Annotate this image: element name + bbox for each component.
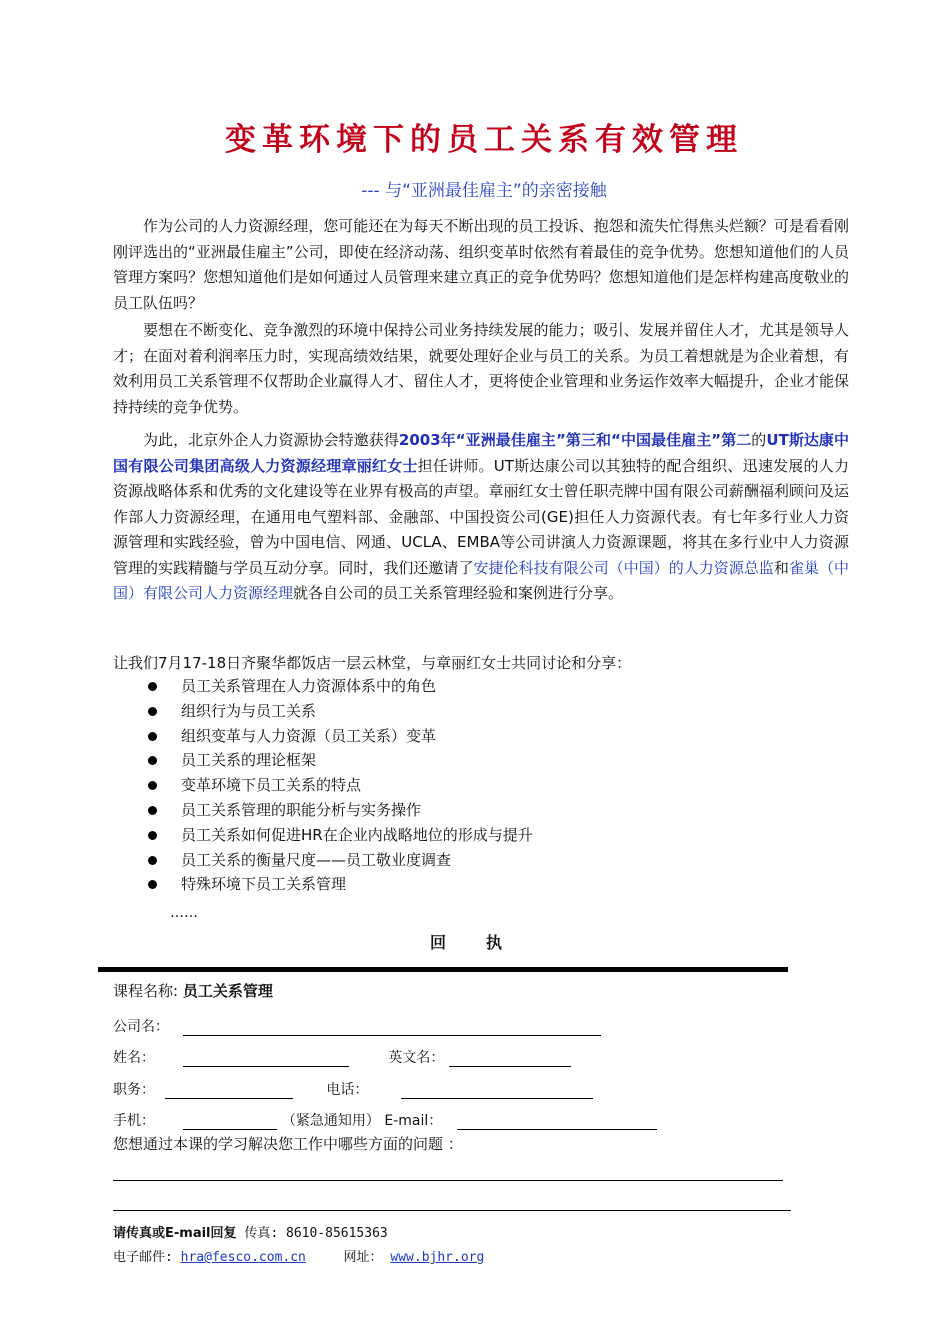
bullet-icon: [148, 806, 157, 815]
company-label: 公司名：: [113, 1019, 169, 1035]
answer-line-1[interactable]: [113, 1180, 783, 1181]
list-item: 员工关系管理的职能分析与实务操作: [148, 798, 533, 823]
bullet-icon: [148, 856, 157, 865]
company-field[interactable]: [183, 1020, 601, 1036]
bullet-icon: [148, 707, 157, 716]
english-name-label: 英文名：: [388, 1050, 445, 1066]
list-ellipsis: ……: [170, 905, 198, 921]
list-item: 员工关系管理在人力资源体系中的角色: [148, 674, 533, 699]
speaker-text-3: 担任讲师。UT斯达康公司以其独特的配合组织、迅速发展的人力资源战略体系和优秀的文化建设等在业界有极高的声望。章丽红女士曾任职壳牌中国有限公司薪酬福利顾问及运作部人力资源经理，在通用电气塑料部、金融部、中国投资公司(GE)担任人力资源代表。有七年多行业人力资源管理和实践经验，曾为中国电信、网通、UCLA、EMBA等公司讲演人力资源课题，将其在多行业中人力资源管理的实践精髓与学员互动分享。同时，我们还邀请了: [113, 456, 849, 577]
bullet-icon: [148, 756, 157, 765]
question-prompt: 您想通过本课的学习解决您工作中哪些方面的问题 ：: [113, 1135, 463, 1153]
name-row: [113, 1047, 571, 1067]
mobile-label: 手机：: [113, 1113, 155, 1129]
bullet-icon: [148, 732, 157, 741]
contact-line: [113, 1246, 484, 1265]
document-subtitle: --- 与“亚洲最佳雇主”的亲密接触: [361, 181, 607, 201]
position-field[interactable]: [165, 1083, 293, 1099]
website-link[interactable]: www.bjhr.org: [390, 1250, 485, 1265]
email-field[interactable]: [457, 1114, 657, 1130]
list-item: 变革环境下员工关系的特点: [148, 773, 533, 798]
position-label: 职务：: [113, 1082, 155, 1098]
speaker-text-1: 为此，北京外企人力资源协会特邀获得: [143, 431, 399, 449]
email-link[interactable]: hra@fesco.com.cn: [180, 1250, 306, 1265]
phone-label: 电话：: [326, 1082, 369, 1098]
reply-instruction: 请传真或E-mail回复: [113, 1226, 237, 1241]
bullet-icon: [148, 880, 157, 889]
topic-list: [148, 674, 533, 897]
urgent-note: （紧急通知用）: [281, 1113, 380, 1129]
invitation-line: 让我们7月17-18日齐聚华都饭店一层云林堂，与章丽红女士共同讨论和分享：: [113, 654, 632, 672]
name-label: 姓名：: [113, 1050, 155, 1066]
email-contact-label: 电子邮件:: [113, 1250, 173, 1265]
list-item: 员工关系的衡量尺度——员工敬业度调查: [148, 848, 533, 873]
list-item: 组织变革与人力资源（员工关系）变革: [148, 724, 533, 749]
speaker-text-2: 的: [751, 431, 767, 449]
bullet-icon: [148, 781, 157, 790]
speaker-text-5: 就各自公司的员工关系管理经验和案例进行分享。: [293, 584, 624, 602]
guest-highlight-2: 雀巢（中国）有限公司人力资源经理: [113, 558, 849, 602]
speaker-text-4: 和: [773, 558, 789, 577]
fax-number: 传真: 8610-85615363: [244, 1226, 388, 1241]
list-item: 员工关系的理论框架: [148, 748, 533, 773]
reply-heading: 回执: [430, 933, 543, 952]
list-item: 组织行为与员工关系: [148, 699, 533, 724]
course-value: 员工关系管理: [182, 982, 273, 1000]
list-item: 特殊环境下员工关系管理: [148, 872, 533, 897]
bullet-icon: [148, 682, 157, 691]
position-row: [113, 1079, 593, 1099]
phone-field[interactable]: [401, 1083, 593, 1099]
reply-divider: [98, 967, 788, 972]
company-row: [113, 1016, 601, 1036]
course-row: [113, 980, 273, 1001]
speaker-highlight: UT斯达康中国有限公司集团高级人力资源经理章丽红女士: [113, 431, 849, 475]
speaker-paragraph: [113, 428, 849, 607]
list-item: 员工关系如何促进HR在企业内战略地位的形成与提升: [148, 823, 533, 848]
name-field[interactable]: [183, 1051, 349, 1067]
mobile-field[interactable]: [183, 1114, 277, 1130]
context-paragraph: 要想在不断变化、竞争激烈的环境中保持公司业务持续发展的能力；吸引、发展并留住人才，尤其是领导人才；在面对着利润率压力时，实现高绩效结果，就要处理好企业与员工的关系。为员工着想就是为企业着想，有效利用员工关系管理不仅帮助企业赢得人才、留住人才，更将使企业管理和业务运作效率大幅提升，企业才能保持持续的竞争优势。: [113, 321, 849, 416]
bullet-icon: [148, 831, 157, 840]
email-label: E-mail：: [384, 1113, 443, 1129]
guest-highlight-1: 安捷伦科技有限公司（中国）的人力资源总监: [473, 558, 774, 577]
intro-paragraph: 作为公司的人力资源经理，您可能还在为每天不断出现的员工投诉、抱怨和流失忙得焦头烂额？可是看看刚刚评选出的“亚洲最佳雇主”公司，即使在经济动荡、组织变革时依然有着最佳的竞争优势。您想知道他们的人员管理方案吗？您想知道他们是如何通过人员管理来建立真正的竞争优势吗？您想知道他们是怎样构建高度敬业的员工队伍吗？: [113, 217, 849, 312]
document-title: 变革环境下的员工关系有效管理: [225, 122, 743, 158]
answer-line-2[interactable]: [113, 1210, 791, 1211]
website-label: 网址：: [343, 1250, 383, 1265]
english-name-field[interactable]: [449, 1051, 571, 1067]
mobile-row: [113, 1110, 657, 1130]
course-label: 课程名称:: [113, 982, 179, 1000]
fax-line: [113, 1222, 388, 1241]
award-highlight: 2003年“亚洲最佳雇主”第三和“中国最佳雇主”第二: [398, 431, 752, 449]
